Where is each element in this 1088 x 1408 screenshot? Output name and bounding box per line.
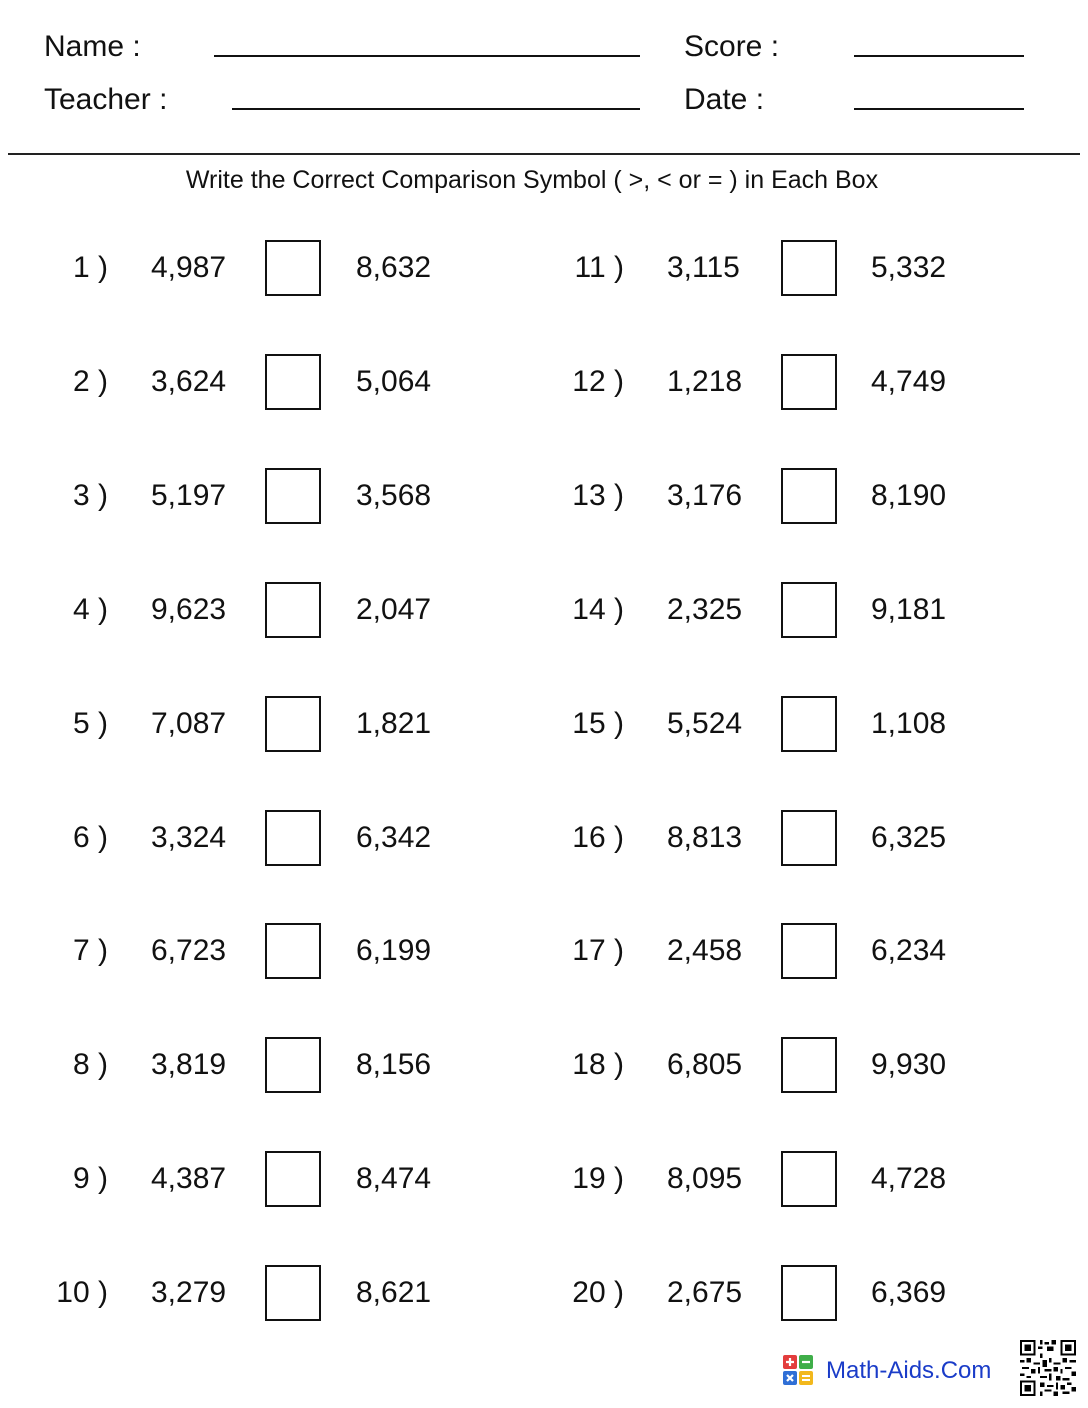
answer-box[interactable] bbox=[265, 240, 321, 296]
right-number: 6,342 bbox=[356, 821, 432, 854]
left-number: 4,387 bbox=[151, 1162, 227, 1195]
left-number: 7,087 bbox=[151, 707, 227, 740]
answer-box[interactable] bbox=[265, 810, 321, 866]
right-number: 1,108 bbox=[871, 707, 947, 740]
problem-number: 20 ) bbox=[572, 1276, 624, 1309]
right-number: 8,190 bbox=[871, 479, 947, 512]
left-number: 5,524 bbox=[667, 707, 743, 740]
problem-number: 10 ) bbox=[56, 1276, 108, 1309]
answer-box[interactable] bbox=[781, 582, 837, 638]
answer-box[interactable] bbox=[265, 923, 321, 979]
left-number: 3,324 bbox=[151, 821, 227, 854]
right-number: 1,821 bbox=[356, 707, 432, 740]
right-number: 6,325 bbox=[871, 821, 947, 854]
header-divider bbox=[8, 153, 1080, 155]
answer-box[interactable] bbox=[265, 582, 321, 638]
left-number: 3,819 bbox=[151, 1048, 227, 1081]
left-number: 1,218 bbox=[667, 365, 743, 398]
answer-box[interactable] bbox=[781, 354, 837, 410]
right-number: 6,369 bbox=[871, 1276, 947, 1309]
answer-box[interactable] bbox=[781, 696, 837, 752]
answer-box[interactable] bbox=[265, 696, 321, 752]
answer-box[interactable] bbox=[781, 1037, 837, 1093]
problem-number: 9 ) bbox=[72, 1162, 108, 1195]
answer-box[interactable] bbox=[265, 1265, 321, 1321]
qr-code-icon bbox=[1020, 1340, 1076, 1396]
right-number: 4,749 bbox=[871, 365, 947, 398]
name-field[interactable] bbox=[214, 55, 640, 57]
right-number: 2,047 bbox=[356, 593, 432, 626]
answer-box[interactable] bbox=[781, 923, 837, 979]
date-label: Date : bbox=[684, 83, 765, 116]
right-number: 3,568 bbox=[356, 479, 432, 512]
answer-box[interactable] bbox=[781, 1265, 837, 1321]
answer-box[interactable] bbox=[265, 1151, 321, 1207]
problem-number: 16 ) bbox=[572, 821, 624, 854]
brand-link[interactable]: Math-Aids.Com bbox=[826, 1357, 992, 1384]
right-number: 8,156 bbox=[356, 1048, 432, 1081]
left-number: 2,458 bbox=[667, 934, 743, 967]
problem-number: 19 ) bbox=[572, 1162, 624, 1195]
answer-box[interactable] bbox=[265, 354, 321, 410]
problem-number: 14 ) bbox=[572, 593, 624, 626]
left-number: 2,325 bbox=[667, 593, 743, 626]
left-number: 4,987 bbox=[151, 251, 227, 284]
left-number: 6,723 bbox=[151, 934, 227, 967]
teacher-field[interactable] bbox=[232, 108, 640, 110]
problem-number: 3 ) bbox=[72, 479, 108, 512]
score-label: Score : bbox=[684, 30, 780, 63]
problem-number: 8 ) bbox=[72, 1048, 108, 1081]
problem-number: 6 ) bbox=[72, 821, 108, 854]
left-number: 3,176 bbox=[667, 479, 743, 512]
answer-box[interactable] bbox=[265, 1037, 321, 1093]
problem-number: 12 ) bbox=[572, 365, 624, 398]
problem-number: 11 ) bbox=[574, 251, 624, 284]
problem-number: 5 ) bbox=[72, 707, 108, 740]
left-number: 3,279 bbox=[151, 1276, 227, 1309]
left-number: 5,197 bbox=[151, 479, 227, 512]
right-number: 8,474 bbox=[356, 1162, 432, 1195]
left-number: 9,623 bbox=[151, 593, 227, 626]
left-number: 3,624 bbox=[151, 365, 227, 398]
instructions: Write the Correct Comparison Symbol ( >, < or = ) in Each Box bbox=[185, 166, 879, 194]
problem-number: 17 ) bbox=[572, 934, 624, 967]
name-label: Name : bbox=[44, 30, 141, 63]
problem-number: 7 ) bbox=[72, 934, 108, 967]
right-number: 5,064 bbox=[356, 365, 432, 398]
teacher-label: Teacher : bbox=[44, 83, 168, 116]
right-number: 6,234 bbox=[871, 934, 947, 967]
answer-box[interactable] bbox=[781, 810, 837, 866]
left-number: 2,675 bbox=[667, 1276, 743, 1309]
answer-box[interactable] bbox=[781, 1151, 837, 1207]
problem-number: 15 ) bbox=[572, 707, 624, 740]
problem-number: 2 ) bbox=[72, 365, 108, 398]
right-number: 6,199 bbox=[356, 934, 432, 967]
answer-box[interactable] bbox=[265, 468, 321, 524]
right-number: 8,621 bbox=[356, 1276, 432, 1309]
problem-number: 18 ) bbox=[572, 1048, 624, 1081]
right-number: 9,930 bbox=[871, 1048, 947, 1081]
calculator-icon bbox=[782, 1354, 814, 1386]
left-number: 3,115 bbox=[667, 251, 740, 284]
answer-box[interactable] bbox=[781, 240, 837, 296]
right-number: 8,632 bbox=[356, 251, 432, 284]
problem-number: 1 ) bbox=[72, 251, 108, 284]
right-number: 9,181 bbox=[871, 593, 947, 626]
date-field[interactable] bbox=[854, 108, 1024, 110]
problem-number: 4 ) bbox=[72, 593, 108, 626]
score-field[interactable] bbox=[854, 55, 1024, 57]
left-number: 8,095 bbox=[667, 1162, 743, 1195]
answer-box[interactable] bbox=[781, 468, 837, 524]
left-number: 8,813 bbox=[667, 821, 743, 854]
left-number: 6,805 bbox=[667, 1048, 743, 1081]
problem-number: 13 ) bbox=[572, 479, 624, 512]
right-number: 4,728 bbox=[871, 1162, 947, 1195]
right-number: 5,332 bbox=[871, 251, 947, 284]
